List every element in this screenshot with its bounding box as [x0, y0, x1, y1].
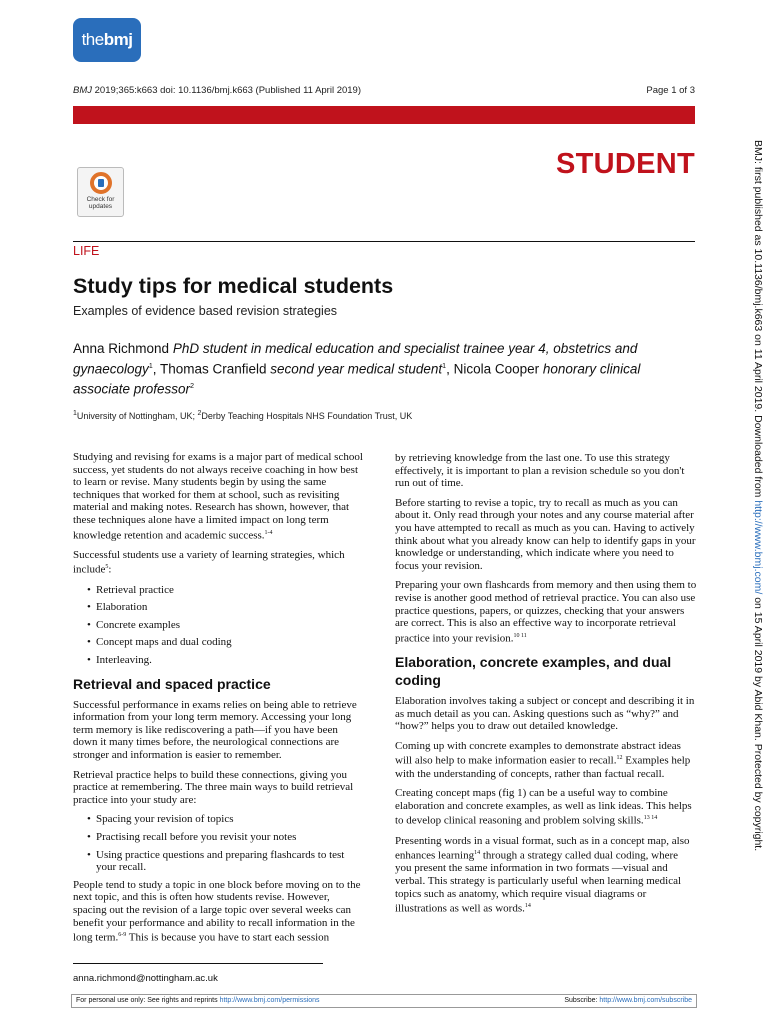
- paragraph: Creating concept maps (fig 1) can be a useful way to combine elaboration and concrete examples, as well as link ideas. This helps to develop clinical reasoning and problem solving skills.$^{13 14}$: [395, 787, 692, 828]
- paragraph: Presenting words in a visual format, such as in a concept map, also enhances learning$^{14}$ through a strategy called dual coding, where you present the same information in two formats —visual and verbal. This strategy is particularly useful when learning medical topics such as anatomy, which require visual diagrams or illustrations as well as words.$^{14}$: [395, 834, 690, 915]
- paragraph: by retrieving knowledge from the last one. To use this strategy effectively, it is important to plan a revision schedule so you don't run out of time.: [395, 452, 685, 490]
- citation-line: BMJ 2019;365:k663 doi: 10.1136/bmj.k663 (Published 11 April 2019): [73, 85, 362, 96]
- section-heading-elaboration: Elaboration, concrete examples, and dual coding: [395, 653, 672, 688]
- paragraph: Before starting to revise a topic, try to recall as much as you can about it. Only read through your notes and any course material after you have attempted to recall as much as you can. Having to actively think about what you already know can help to identify gaps in your knowledge or understanding, which indicate where you need to focus your revision.: [395, 496, 696, 572]
- vertical-copyright-notice: BMJ: first published as 10.1136/bmj.k663 on 11 April 2019. Downloaded from http://www.bmj.com/ on 15 April 2019 by Abid Khan. Protected by copyright.: [752, 140, 764, 852]
- subscribe-link[interactable]: http://www.bmj.com/subscribe: [599, 997, 692, 1004]
- badge-label: Check for updates: [86, 196, 115, 210]
- list-item: • Spacing your revision of topics: [73, 813, 365, 826]
- check-for-updates-badge[interactable]: [77, 167, 124, 217]
- footnote-divider: [73, 963, 323, 964]
- affiliations: $^1$University of Nottingham, UK; $^2$Derby Teaching Hospitals NHS Foundation Trust, UK: [73, 410, 413, 421]
- paragraph: Studying and revising for exams is a major part of medical school success, yet students do not always receive coaching in how best to learn or revise. Many students begin by using the same techniques that worked for them at school, such as revisiting material and making notes. Research has shown, however, that these techniques alone have a limited impact on long term knowledge retention and academic success.$^{1-4}$: [73, 451, 363, 542]
- permissions-link[interactable]: http://www.bmj.com/permissions: [219, 997, 320, 1004]
- list-item: • Using practice questions and preparing flashcards to test your recall.: [73, 849, 365, 874]
- author-name: Anna Richmond: [73, 341, 170, 356]
- body-column-right: [395, 452, 697, 923]
- header-divider: [73, 241, 695, 242]
- article-category: LIFE: [73, 244, 100, 258]
- body-column-left: [73, 451, 365, 951]
- list-item: • Practising recall before you revisit your notes: [73, 831, 365, 844]
- footer-subscribe: Subscribe: http://www.bmj.com/subscribe: [564, 997, 692, 1004]
- list-item: • Concrete examples: [73, 619, 365, 632]
- paragraph: Coming up with concrete examples to demonstrate abstract ideas will also help to make information easier to recall.$^{12}$ Examples help with the understanding of concepts, rather than factual recall.: [395, 739, 691, 780]
- article-title: Study tips for medical students: [73, 274, 394, 298]
- footer-rights: For personal use only: See rights and reprints http://www.bmj.com/permissions: [76, 997, 320, 1004]
- paragraph: Successful students use a variety of learning strategies, which include$^5$:: [73, 548, 345, 577]
- paragraph: People tend to study a topic in one block before moving on to the next topic, and this is often how students revise. However, spacing out the revision of a large topic over several weeks can benefit your performance and ability to recall information in the long term.$^{6-9}$ This is because you have to start each session: [73, 878, 361, 944]
- list-item: • Concept maps and dual coding: [73, 636, 365, 649]
- article-subtitle: Examples of evidence based revision strategies: [73, 304, 338, 318]
- author-name: Thomas Cranfield: [159, 361, 267, 376]
- paragraph: Elaboration involves taking a subject or concept and describing it in as much detail as you can. Asking questions such as “why?” and “how?” helps you to draw out detailed knowledge.: [395, 694, 695, 733]
- list-item: • Elaboration: [73, 601, 365, 614]
- correspondence-email[interactable]: anna.richmond@nottingham.ac.uk: [73, 973, 218, 984]
- paragraph: Preparing your own flashcards from memory and then using them to revise is another good method of retrieval practice. You can also use practice questions, papers, or quizzes, checking that your answers are correct. This is also an effective way to incorporate retrieval practice into your revision.$^{10 11}$: [395, 579, 697, 645]
- footer-box: [71, 994, 697, 1008]
- retrieval-ways-list: [73, 813, 365, 873]
- author-name: Nicola Cooper: [453, 361, 540, 376]
- bmj-logo: thebmj: [73, 18, 141, 62]
- bookmark-icon: [90, 172, 112, 194]
- paragraph: Successful performance in exams relies on being able to retrieve information from your long term memory. Accessing your long term memory is like rediscovering a path—if you have been down it many times before, the neurological connections are stronger and information is easier to remember.: [73, 698, 357, 761]
- section-banner-student: STUDENT: [555, 148, 695, 180]
- list-item: • Interleaving.: [73, 654, 365, 667]
- paragraph: Retrieval practice helps to build these connections, giving you practice at remembering. The three main ways to build retrieval practice into your study are:: [73, 768, 354, 806]
- strategy-list: [73, 584, 365, 667]
- red-banner-bar: [73, 106, 695, 124]
- section-heading-retrieval: Retrieval and spaced practice: [73, 675, 271, 692]
- author-role: second year medical student: [270, 361, 443, 376]
- author-role: honorary clinical associate professor: [73, 361, 641, 396]
- author-list: Anna Richmond PhD student in medical education and specialist trainee year 4, obstetrics and gynaecology$^1$, Thomas Cranfield second year medical student$^1$, Nicola Cooper honorary clinical associate professor$^2$: [73, 341, 641, 396]
- bmj-home-link[interactable]: http://www.bmj.com/: [752, 500, 764, 595]
- list-item: • Retrieval practice: [73, 584, 365, 597]
- page-number: Page 1 of 3: [646, 85, 695, 96]
- author-role: PhD student in medical education and specialist trainee year 4, obstetrics and gynaecology: [73, 341, 638, 376]
